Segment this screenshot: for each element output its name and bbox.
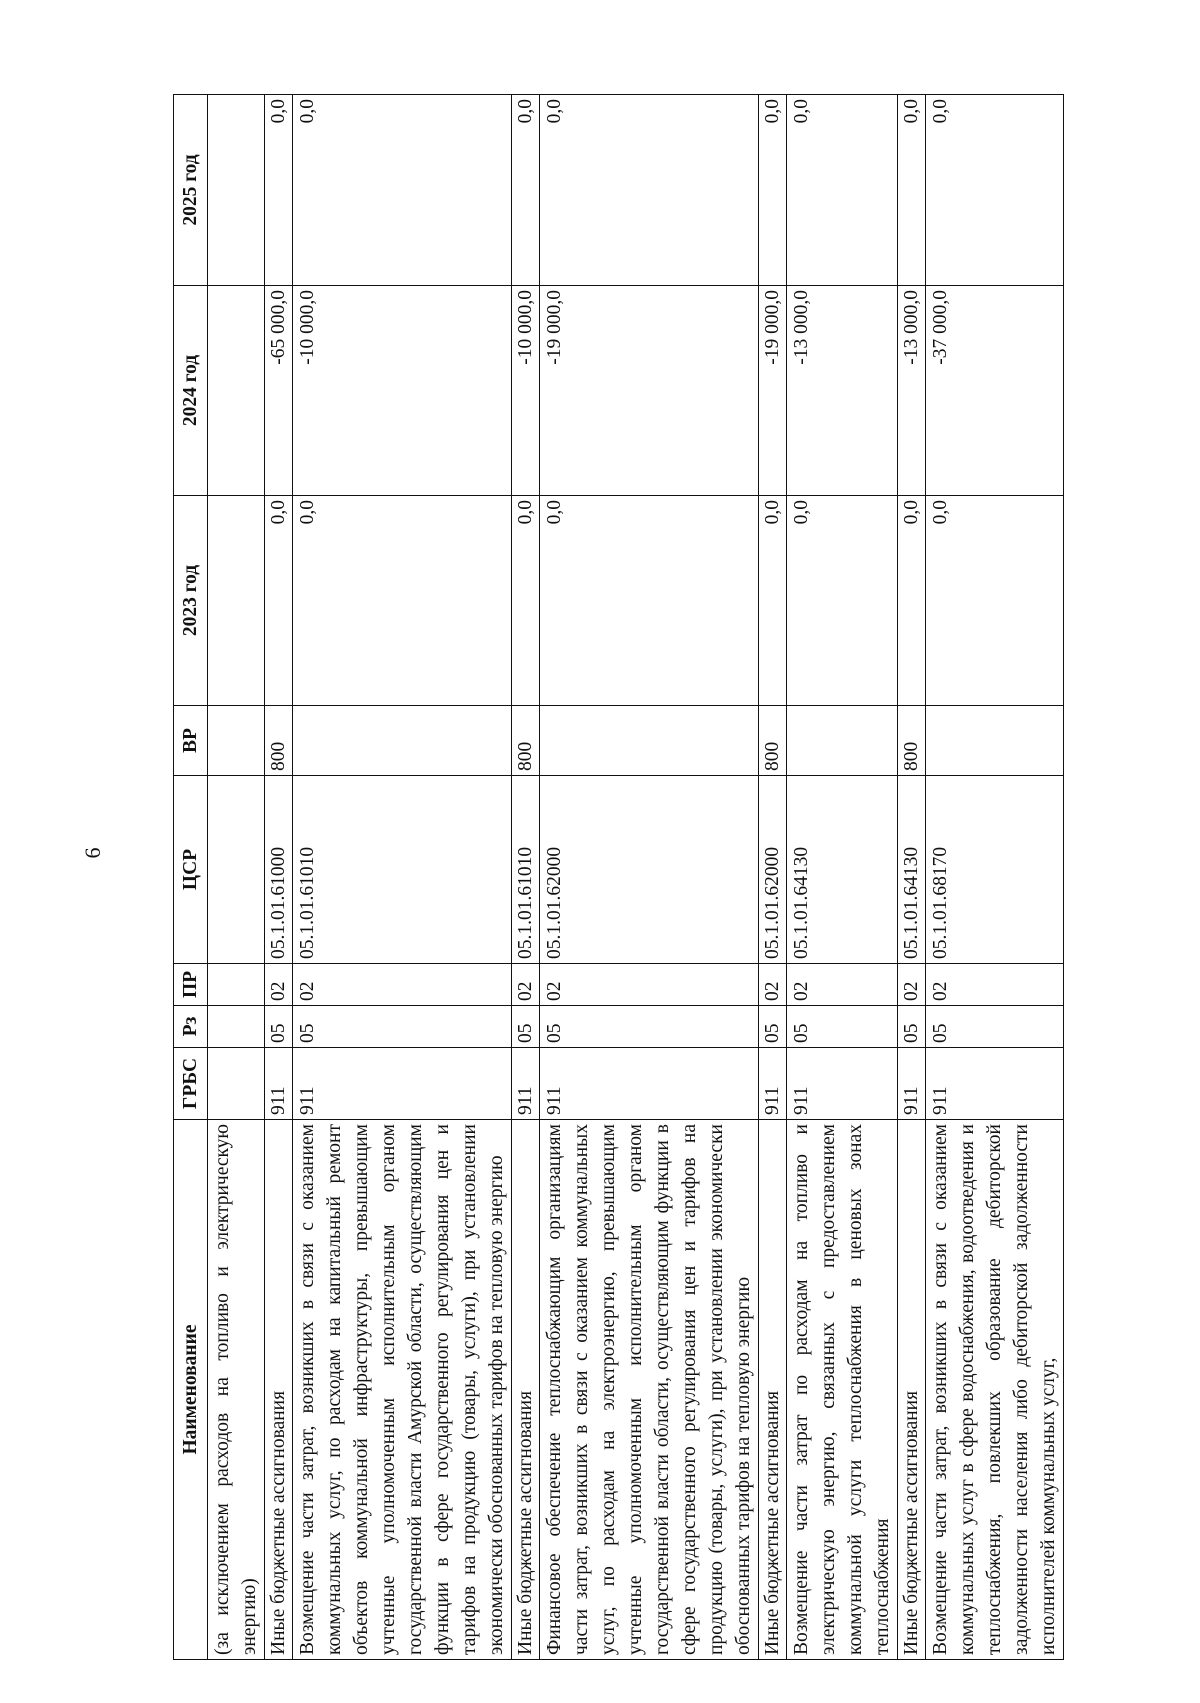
header-rz: Рз bbox=[174, 1006, 208, 1048]
row-2025: 0,0 bbox=[265, 95, 293, 286]
row-vr: 800 bbox=[512, 706, 540, 776]
row-name: Иные бюджетные ассигнования bbox=[265, 1120, 293, 1660]
row-csr: 05.1.01.68170 bbox=[926, 776, 1064, 964]
row-rz: 05 bbox=[293, 1006, 512, 1048]
table-row bbox=[926, 95, 1064, 1660]
header-pr: ПР bbox=[174, 964, 208, 1006]
row-2024: -10 000,0 bbox=[293, 286, 512, 496]
row-rz: 05 bbox=[759, 1006, 787, 1048]
row-grbs: 911 bbox=[540, 1048, 759, 1120]
row-2023: 0,0 bbox=[265, 496, 293, 706]
table-row bbox=[265, 95, 293, 1660]
row-2023: 0,0 bbox=[787, 496, 898, 706]
row-rz bbox=[208, 1006, 265, 1048]
row-2025 bbox=[208, 95, 265, 286]
header-grbs: ГРБС bbox=[174, 1048, 208, 1120]
row-name: Возмещение части затрат, возникших в связи с оказанием коммунальных услуг в сфере водоснабжения, водоотведения и теплоснабжения, повлекших образование дебиторской задолженности населения либо дебиторской задолженности исполнителей коммунальных услуг, bbox=[926, 1120, 1064, 1660]
row-pr: 02 bbox=[512, 964, 540, 1006]
row-csr: 05.1.01.64130 bbox=[787, 776, 898, 964]
row-2025: 0,0 bbox=[759, 95, 787, 286]
row-csr: 05.1.01.61010 bbox=[293, 776, 512, 964]
row-csr bbox=[208, 776, 265, 964]
budget-table bbox=[173, 94, 1064, 1660]
page-number: 6 bbox=[80, 847, 105, 859]
row-pr: 02 bbox=[540, 964, 759, 1006]
row-2023: 0,0 bbox=[512, 496, 540, 706]
row-vr bbox=[787, 706, 898, 776]
row-2023 bbox=[208, 496, 265, 706]
row-csr: 05.1.01.64130 bbox=[898, 776, 926, 964]
row-name: Иные бюджетные ассигнования bbox=[512, 1120, 540, 1660]
row-grbs: 911 bbox=[759, 1048, 787, 1120]
row-2023: 0,0 bbox=[926, 496, 1064, 706]
row-csr: 05.1.01.62000 bbox=[540, 776, 759, 964]
row-rz: 05 bbox=[540, 1006, 759, 1048]
table-header-row bbox=[174, 95, 208, 1660]
row-2023: 0,0 bbox=[293, 496, 512, 706]
row-csr: 05.1.01.61000 bbox=[265, 776, 293, 964]
table-row bbox=[898, 95, 926, 1660]
row-2024: -19 000,0 bbox=[540, 286, 759, 496]
row-2025: 0,0 bbox=[898, 95, 926, 286]
row-name: Возмещение части затрат, возникших в связи с оказанием коммунальных услуг, по расходам на капитальный ремонт объектов коммунальной инфраструктуры, превышающим учтенные уполномоченным исполнительным органом государственной власти Амурской области, осуществляющим функции в сфере государственного регулирования цен и тарифов на продукцию (товары, услуги), при установлении экономически обоснованных тарифов на тепловую энергию bbox=[293, 1120, 512, 1660]
row-csr: 05.1.01.61010 bbox=[512, 776, 540, 964]
row-rz: 05 bbox=[265, 1006, 293, 1048]
row-vr bbox=[208, 706, 265, 776]
row-2024: -10 000,0 bbox=[512, 286, 540, 496]
row-2023: 0,0 bbox=[759, 496, 787, 706]
row-grbs: 911 bbox=[787, 1048, 898, 1120]
row-2025: 0,0 bbox=[926, 95, 1064, 286]
row-vr: 800 bbox=[759, 706, 787, 776]
row-csr: 05.1.01.62000 bbox=[759, 776, 787, 964]
row-2025: 0,0 bbox=[540, 95, 759, 286]
header-vr: ВР bbox=[174, 706, 208, 776]
row-rz: 05 bbox=[926, 1006, 1064, 1048]
row-grbs: 911 bbox=[265, 1048, 293, 1120]
table-row bbox=[208, 95, 265, 1660]
table-row bbox=[293, 95, 512, 1660]
row-2024: -19 000,0 bbox=[759, 286, 787, 496]
row-name: Возмещение части затрат по расходам на топливо и электрическую энергию, связанных с предоставлением коммунальной услуги теплоснабжения в ценовых зонах теплоснабжения bbox=[787, 1120, 898, 1660]
row-pr: 02 bbox=[898, 964, 926, 1006]
row-vr bbox=[293, 706, 512, 776]
header-2024: 2024 год bbox=[174, 286, 208, 496]
row-name: Иные бюджетные ассигнования bbox=[898, 1120, 926, 1660]
row-rz: 05 bbox=[512, 1006, 540, 1048]
row-grbs: 911 bbox=[293, 1048, 512, 1120]
header-2023: 2023 год bbox=[174, 496, 208, 706]
table-row bbox=[540, 95, 759, 1660]
row-2023: 0,0 bbox=[898, 496, 926, 706]
table-row bbox=[787, 95, 898, 1660]
rotated-table-container bbox=[173, 95, 1059, 1660]
row-2024: -65 000,0 bbox=[265, 286, 293, 496]
row-pr: 02 bbox=[787, 964, 898, 1006]
row-vr bbox=[540, 706, 759, 776]
row-2025: 0,0 bbox=[512, 95, 540, 286]
row-name: (за исключением расходов на топливо и электрическую энергию) bbox=[208, 1120, 265, 1660]
row-pr: 02 bbox=[759, 964, 787, 1006]
row-vr bbox=[926, 706, 1064, 776]
row-vr: 800 bbox=[265, 706, 293, 776]
row-grbs: 911 bbox=[512, 1048, 540, 1120]
row-grbs: 911 bbox=[926, 1048, 1064, 1120]
row-2023: 0,0 bbox=[540, 496, 759, 706]
row-2024: -13 000,0 bbox=[787, 286, 898, 496]
row-2024: -13 000,0 bbox=[898, 286, 926, 496]
row-grbs: 911 bbox=[898, 1048, 926, 1120]
row-2025: 0,0 bbox=[787, 95, 898, 286]
header-name: Наименование bbox=[174, 1120, 208, 1660]
row-pr bbox=[208, 964, 265, 1006]
row-2024: -37 000,0 bbox=[926, 286, 1064, 496]
row-rz: 05 bbox=[898, 1006, 926, 1048]
table-row bbox=[759, 95, 787, 1660]
row-2025: 0,0 bbox=[293, 95, 512, 286]
row-vr: 800 bbox=[898, 706, 926, 776]
header-2025: 2025 год bbox=[174, 95, 208, 286]
header-csr: ЦСР bbox=[174, 776, 208, 964]
row-name: Финансовое обеспечение теплоснабжающим организациям части затрат, возникших в связи с оказанием коммунальных услуг, по расходам на электроэнергию, превышающим учтенные уполномоченным исполнительным органом государственной власти области, осуществляющим функции в сфере государственного регулирования цен и тарифов на продукцию (товары, услуги), при установлении экономически обоснованных тарифов на тепловую энергию bbox=[540, 1120, 759, 1660]
row-pr: 02 bbox=[265, 964, 293, 1006]
row-2024 bbox=[208, 286, 265, 496]
table-row bbox=[512, 95, 540, 1660]
row-rz: 05 bbox=[787, 1006, 898, 1048]
row-grbs bbox=[208, 1048, 265, 1120]
row-pr: 02 bbox=[293, 964, 512, 1006]
row-name: Иные бюджетные ассигнования bbox=[759, 1120, 787, 1660]
row-pr: 02 bbox=[926, 964, 1064, 1006]
